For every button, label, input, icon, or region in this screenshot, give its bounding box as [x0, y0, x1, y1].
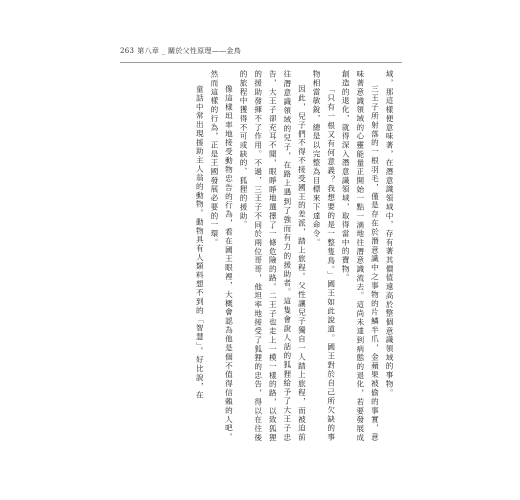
running-header: [120, 46, 241, 56]
paragraph: 因此，兒子們不得不接受國王的差派，踏上旅程。父性讓兒子獨自一人踏上旅程，而被迫前往潛意識領域的兒子，在路上遇到了強而有力的援助者。這隻會說人話的狐狸給予了大王子忠告，大王子卻充耳不聞，眼睜睜地選擇了一條危險的路。二王子也走上一模一樣的路，以致狐狸的援助發揮不了作用。不過，三王子不同於兩位哥哥，他坦率地接受了狐狸的忠告，得以在往後的旅程中獲得不可或缺的、狐狸的援助。: [239, 70, 307, 442]
paragraph: 三王子所射落的一根羽毛，僅是存在於潛意識中之事物的片鱗半爪，金蘋果被偷的事實，意味著意識領域的心靈能量正開始一點一滴地往潛意識流去。這尚未達到病態的退化，若要發展成創造的退化，就得深入潛意識領域，取得當中的寶物。: [341, 70, 380, 442]
paragraph: 「只有一根又有何意義？我想要的是一整隻鳥。」國王如此說道。國王對於自己所欠缺的事物相當敏銳，總是以完整為目標來下達命令。: [312, 70, 336, 442]
page-number: 263: [120, 47, 135, 55]
paragraph: 童話中常出現援助主人翁的動物。動物具有人類料想不到的「智慧」。好比說，在: [195, 85, 205, 400]
chapter-title: 第八章 _ 關於父性原理——金鳥: [137, 47, 242, 55]
paragraph: 像這樣坦率地接受動物忠告的行為，看在國王眼裡，大概會認為他是個不值得信賴的人吧。然而這樣的行為，正是王國發展必要的一環。: [209, 70, 234, 442]
paragraph: 域，那這樣便意味著，在潛意識領域中，存有著其價值遠高於整個意識領域的事物。: [385, 70, 394, 398]
body-text: [96, 70, 396, 442]
header-rule: [120, 62, 402, 63]
